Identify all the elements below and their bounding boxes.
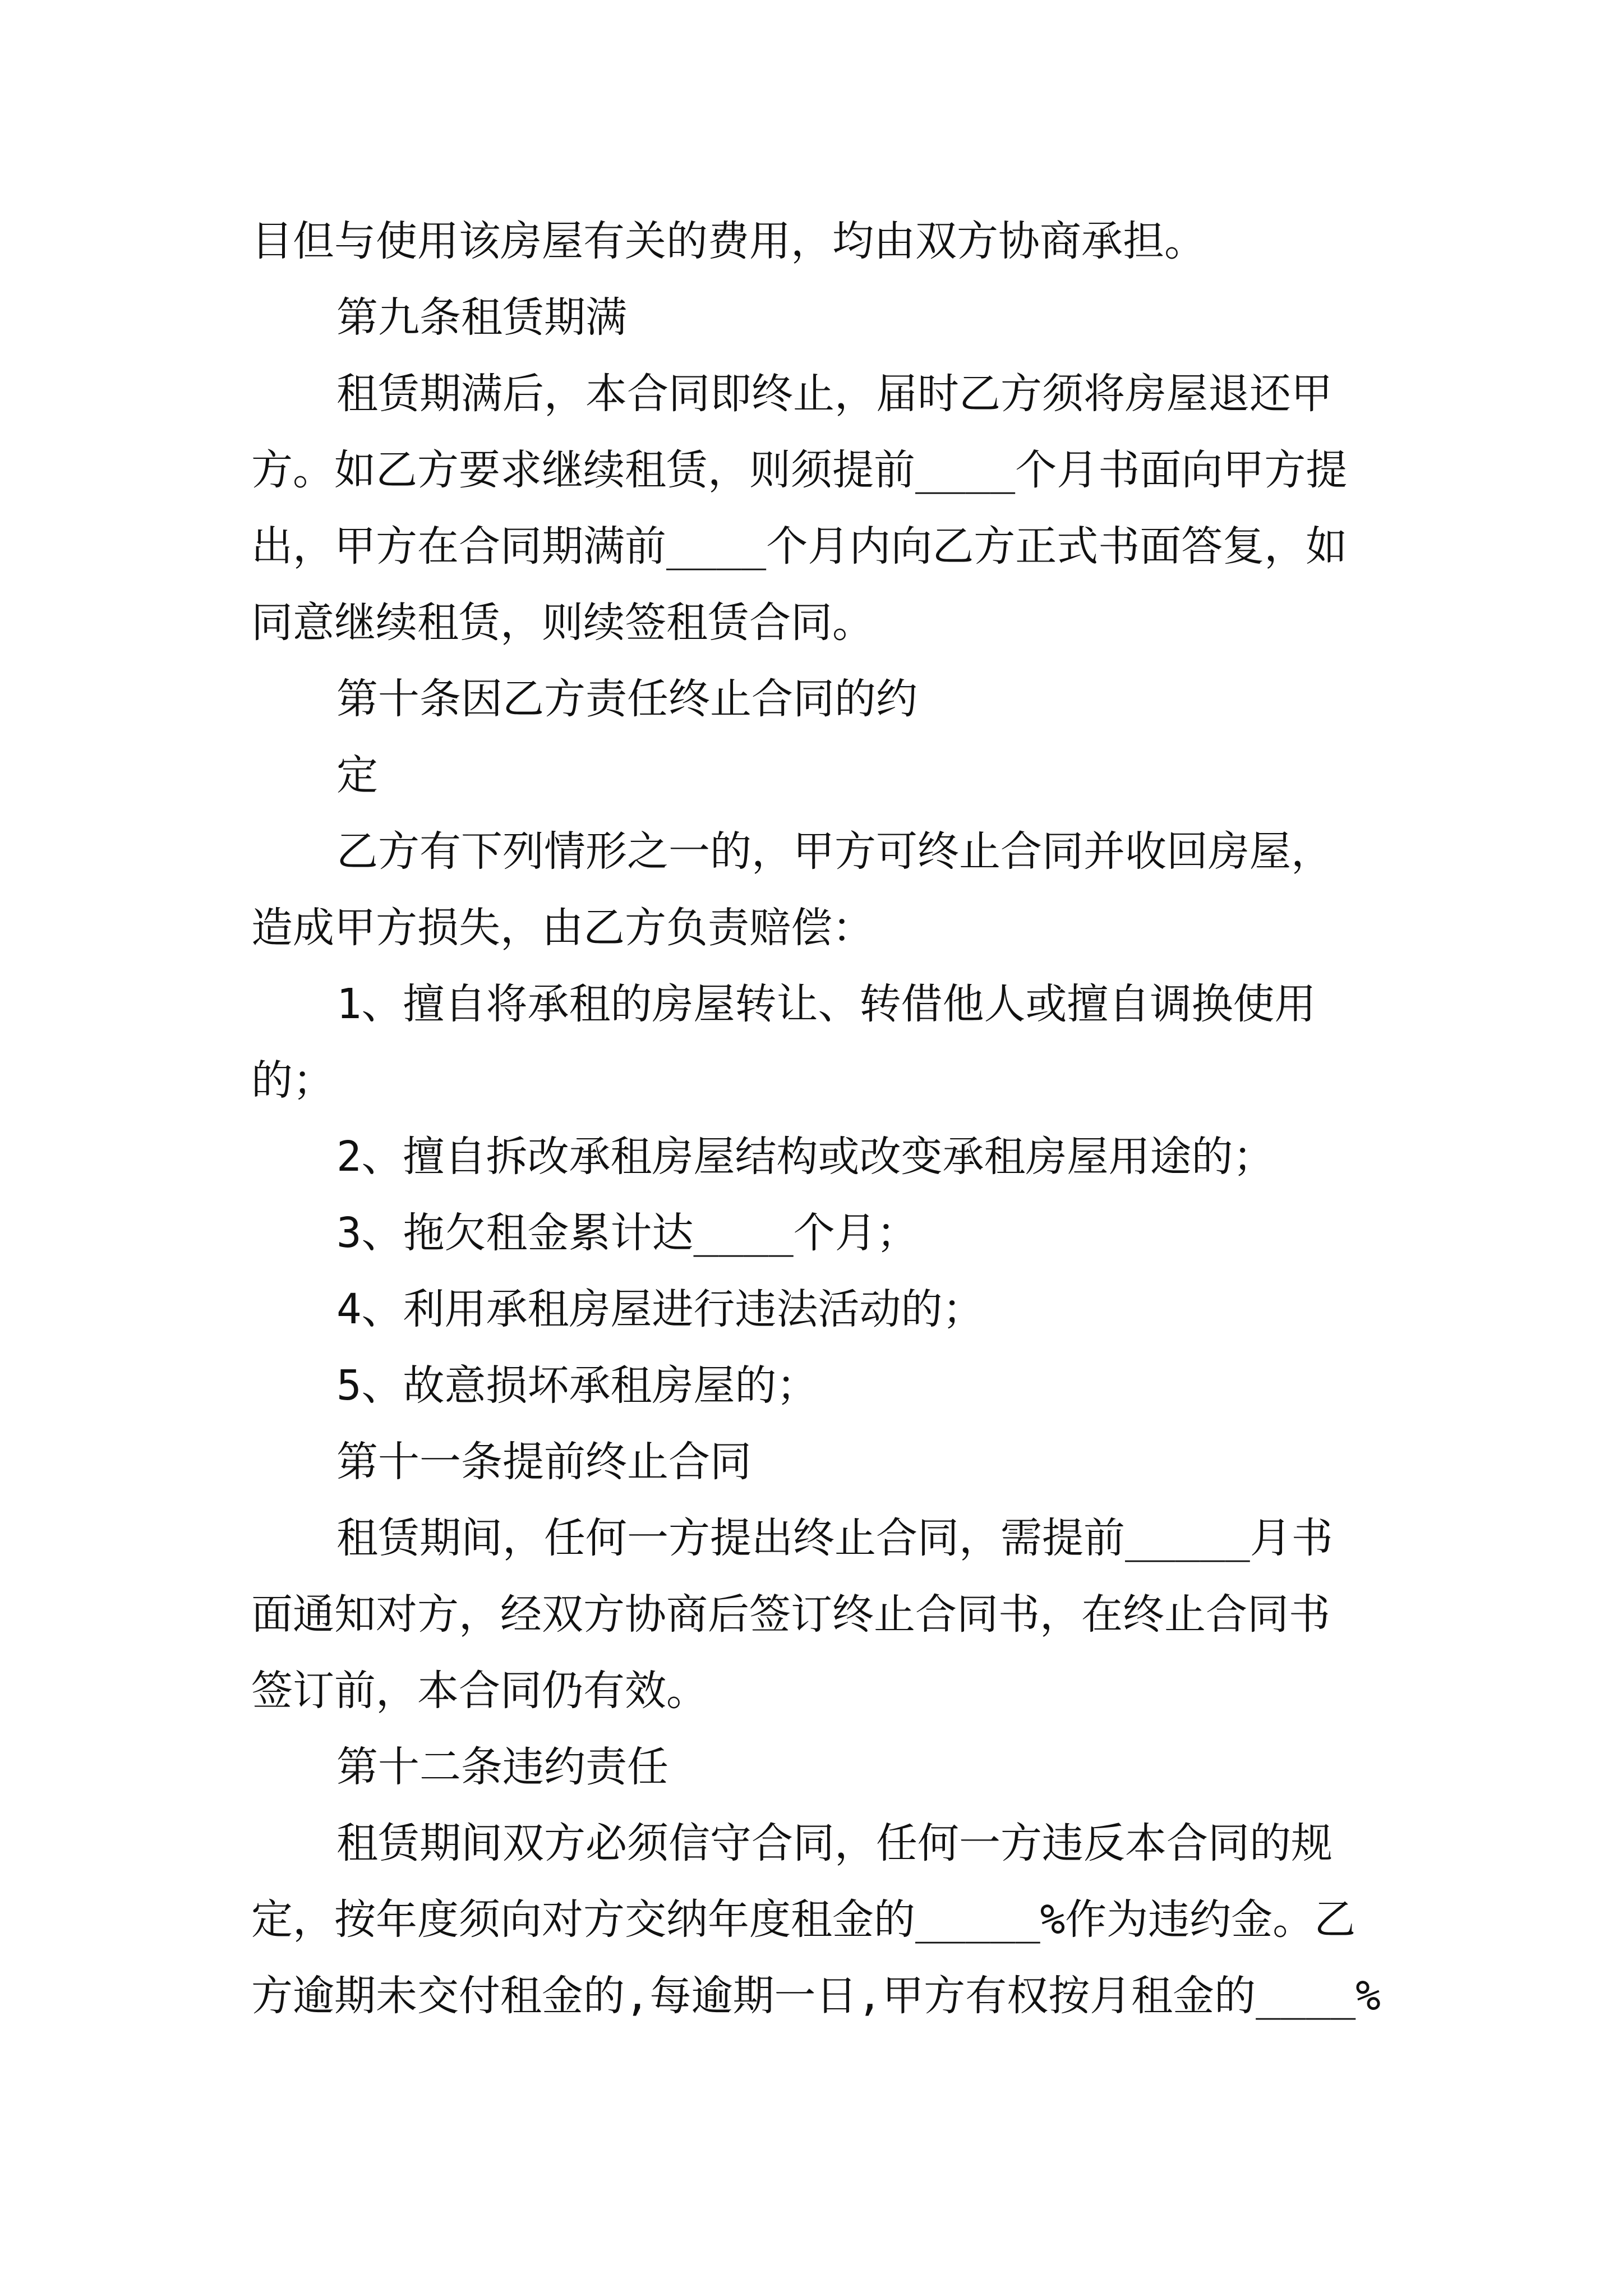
list-item: 1、擅自将承租的房屋转让、转借他人或擅自调换使用 [336,980,1316,1028]
paragraph-line: 签订前，本合同仍有效。 [251,1667,708,1715]
list-item: 2、擅自拆改承租房屋结构或改变承租房屋用途的； [336,1133,1275,1181]
clause-heading: 定 [336,751,378,799]
paragraph-line: 乙方有下列情形之一的，甲方可终止合同并收回房屋， [336,827,1332,876]
list-item: 5、故意损坏承租房屋的； [336,1361,818,1410]
clause-heading: 第九条租赁期满 [336,293,627,342]
paragraph-line: 面通知对方，经双方协商后签订终止合同书，在终止合同书 [251,1590,1330,1639]
paragraph-line: 租赁期间，任何一方提出终止合同，需提前_____月书 [336,1514,1333,1562]
paragraph-line: 出，甲方在合同期满前____个月内向乙方正式书面答复，如 [251,522,1348,570]
paragraph-line: 租赁期满后，本合同即终止，届时乙方须将房屋退还甲 [336,370,1332,418]
paragraph-line: 方。如乙方要求继续租赁，则须提前____个月书面向甲方提 [251,446,1348,494]
list-item: 的； [251,1056,334,1105]
paragraph-line: 目但与使用该房屋有关的费用，均由双方协商承担。 [251,217,1206,265]
clause-heading: 第十条因乙方责任终止合同的约 [336,675,917,723]
list-item: 4、利用承租房屋进行违法活动的； [336,1285,984,1333]
list-item: 3、拖欠租金累计达____个月； [336,1209,918,1257]
paragraph-line: 定，按年度须向对方交纳年度租金的_____%作为违约金。乙 [251,1895,1356,1944]
paragraph-line: 同意继续租赁，则续签租赁合同。 [251,599,874,647]
paragraph-line: 造成甲方损失，由乙方负责赔偿： [251,904,874,952]
paragraph-line: 租赁期间双方必须信守合同，任何一方违反本合同的规 [336,1819,1332,1867]
clause-heading: 第十二条违约责任 [336,1743,668,1791]
paragraph-line: 方逾期未交付租金的,每逾期一日,甲方有权按月租金的____% [251,1972,1381,2020]
clause-heading: 第十一条提前终止合同 [336,1438,751,1486]
